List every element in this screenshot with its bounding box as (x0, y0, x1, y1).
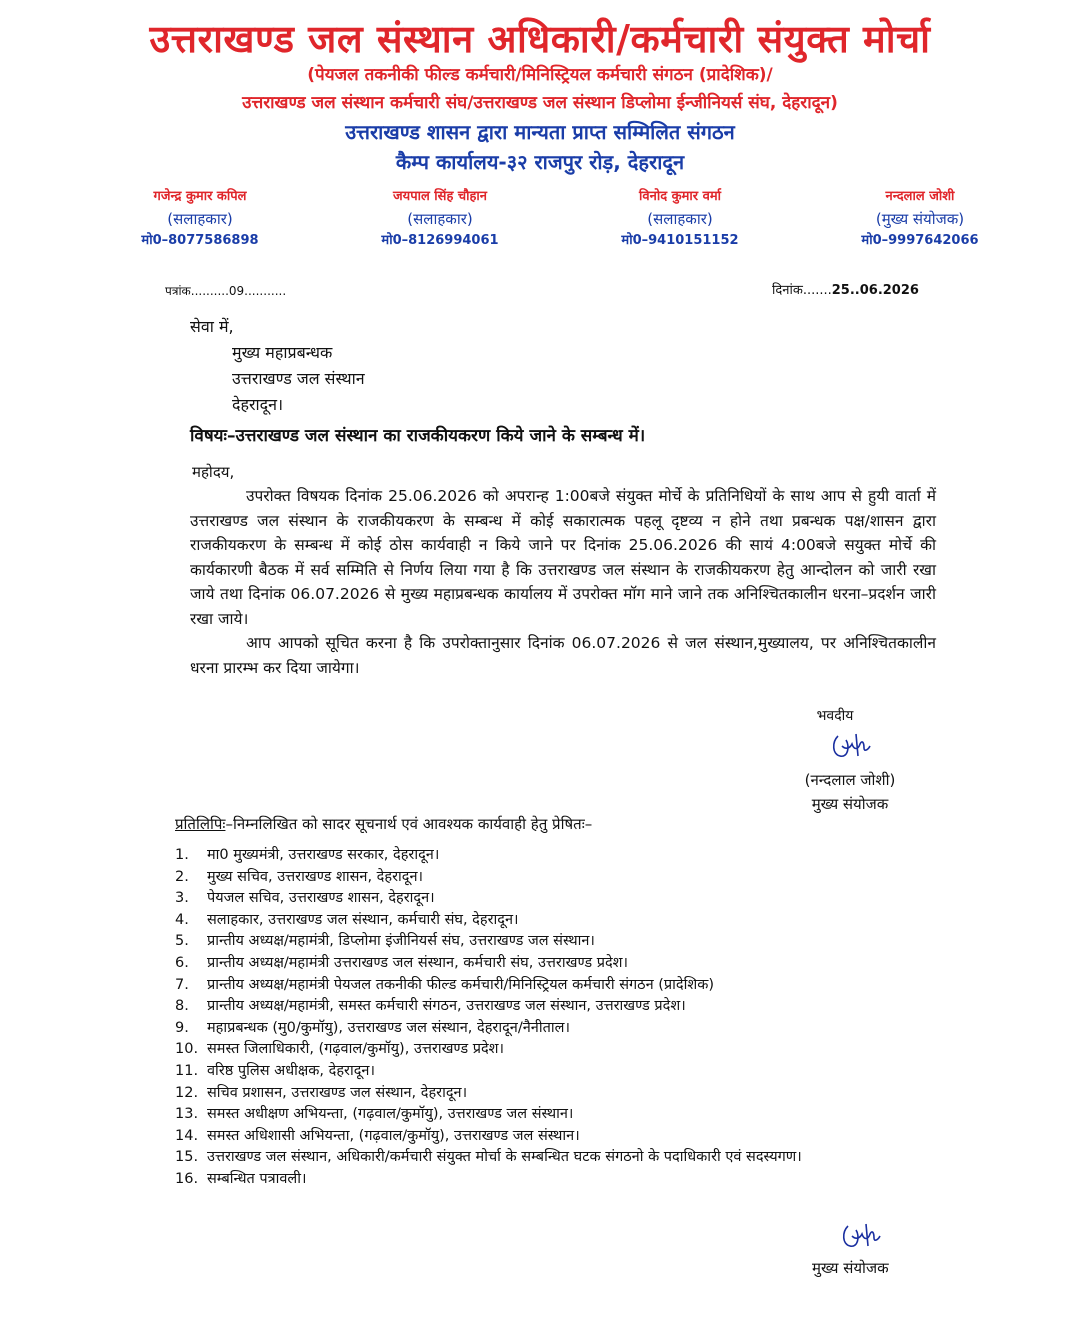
advisor-name: गजेन्द्र कुमार कपिल (153, 189, 247, 204)
advisor-name: नन्दलाल जोशी (885, 189, 955, 204)
item-number: 16. (175, 1170, 199, 1187)
list-item (175, 1083, 955, 1105)
recipient-line: उत्तराखण्ड जल संस्थान (232, 369, 365, 388)
list-item (175, 1061, 955, 1083)
item-text: प्रान्तीय अध्यक्ष/महामंत्री, डिप्लोमा इंजीनियर्स संघ, उत्तराखण्ड जल संस्थान। (207, 933, 595, 950)
item-number: 15. (175, 1149, 199, 1166)
list-item (175, 1147, 955, 1169)
copy-to-list (175, 845, 955, 1191)
letter-body (190, 484, 936, 680)
letter-subject: विषयः–उत्तराखण्ड जल संस्थान का राजकीयकरण किये जाने के सम्बन्ध में। (190, 426, 646, 446)
list-item (175, 1039, 955, 1061)
body-paragraph: उपरोक्त विषयक दिनांक 25.06.2026 को अपरान्ह 1:00बजे संयुक्त मोर्चे के प्रतिनिधियों के साथ आप से हुयी वार्ता में उत्तराखण्ड जल संस्थान के राजकीयकरण के सम्बन्ध में कोई सकारात्मक पहलू दृष्टव्य न होने तथा प्रबन्धक पक्ष/शासन द्वारा राजकीयकरण के सम्बन्ध में कोई ठोस कार्यवाही न किये जाने पर दिनांक 25.06.2026 की सायं 4:00बजे सयुक्त मोर्चे की कार्यकारणी बैठक में सर्व सम्मिति से निर्णय लिया गया है कि उत्तराखण्ड जल संस्थान के राजकीयकरण हेतु आन्दोलन को जारी रखा जाये तथा दिनांक 06.07.2026 से मुख्य महाप्रबन्धक कार्यालय में उपरोक्त मॉग माने जाने तक अनिश्चितकालीन धरना–प्रदर्शन जारी रखा जाये। (190, 487, 936, 628)
body-paragraph: आप आपको सूचित करना है कि उपरोक्तानुसार दिनांक 06.07.2026 से जल संस्थान,मुख्यालय, पर अनिश्चितकालीन धरना प्रारम्भ कर दिया जायेगा। (190, 634, 936, 677)
header-line-1: (पेयजल तकनीकी फील्ड कर्मचारी/मिनिस्ट्रियल कर्मचारी संगठन (प्रादेशिक)/ (307, 65, 773, 85)
list-item (175, 996, 955, 1018)
item-text: समस्त अधीक्षण अभियन्ता, (गढ़वाल/कुमॉयु), उत्तराखण्ड जल संस्थान। (207, 1106, 574, 1123)
advisor-4 (815, 186, 1025, 252)
letter-closing: भवदीय (816, 708, 854, 724)
list-item (175, 1169, 955, 1191)
item-number: 9. (175, 1019, 189, 1036)
item-number: 4. (175, 911, 189, 928)
organization-title: उत्तराखण्ड जल संस्थान अधिकारी/कर्मचारी संयुक्त मोर्चा (149, 17, 931, 61)
list-item (175, 867, 955, 889)
item-number: 6. (175, 954, 189, 971)
advisor-role: (सलाहकार) (167, 210, 233, 228)
recipient-line: देहरादून। (232, 395, 284, 414)
item-text: सलाहकार, उत्तराखण्ड जल संस्थान, कर्मचारी संघ, देहरादून। (207, 911, 519, 928)
advisor-role: (मुख्य संयोजक) (875, 210, 965, 228)
advisor-2 (335, 186, 545, 252)
advisor-phone: मो0–8077586898 (141, 233, 259, 248)
list-item (175, 931, 955, 953)
item-text: प्रान्तीय अध्यक्ष/महामंत्री पेयजल तकनीकी फील्ड कर्मचारी/मिनिस्ट्रियल कर्मचारी संगठन (प्रादेशिक) (207, 976, 715, 993)
item-text: पेयजल सचिव, उत्तराखण्ड शासन, देहरादून। (207, 890, 435, 907)
item-number: 13. (175, 1106, 199, 1123)
item-text: महाप्रबन्धक (मु0/कुमॉयु), उत्तराखण्ड जल संस्थान, देहरादून/नैनीताल। (207, 1019, 570, 1036)
advisor-phone: मो0–9997642066 (861, 233, 979, 248)
advisor-phone: मो0–8126994061 (381, 233, 499, 248)
advisor-list (95, 186, 1025, 252)
header-address: कैम्प कार्यालय-३२ राजपुर रोड़, देहरादून (395, 150, 685, 174)
signer-block (790, 768, 910, 816)
header-line-3: उत्तराखण्ड शासन द्वारा मान्यता प्राप्त सम्मिलित संगठन (345, 120, 735, 144)
reference-number: पत्रांक..........09........... (165, 284, 287, 298)
advisor-name: जयपाल सिंह चौहान (393, 189, 487, 204)
item-text: प्रान्तीय अध्यक्ष/महामंत्री, समस्त कर्मचारी संगठन, उत्तराखण्ड जल संस्थान, उत्तराखण्ड प्रदेश। (207, 998, 686, 1015)
item-text: मा0 मुख्यमंत्री, उत्तराखण्ड सरकार, देहरादून। (207, 847, 440, 863)
copy-to-text: –निम्नलिखित को सादर सूचनार्थ एवं आवश्यक कार्यवाही हेतु प्रेषितः– (225, 815, 593, 833)
signature-image (838, 1218, 884, 1252)
advisor-3 (575, 186, 785, 252)
item-text: उत्तराखण्ड जल संस्थान, अधिकारी/कर्मचारी संयुक्त मोर्चा के सम्बन्धित घटक संगठनो के पदाधिकारी एवं सदस्यगण। (207, 1149, 802, 1166)
advisor-phone: मो0–9410151152 (621, 233, 739, 248)
item-number: 3. (175, 890, 189, 907)
letter-date (772, 280, 919, 298)
list-item (175, 910, 955, 932)
copy-to-label: प्रतिलिपिः (175, 815, 226, 833)
item-number: 14. (175, 1127, 199, 1144)
item-number: 2. (175, 868, 189, 885)
date-value: 25..06.2026 (831, 283, 919, 298)
signature-image (828, 728, 874, 762)
item-number: 12. (175, 1084, 199, 1101)
advisor-role: (सलाहकार) (647, 210, 713, 228)
header-line-2: उत्तराखण्ड जल संस्थान कर्मचारी संघ/उत्तराखण्ड जल संस्थान डिप्लोमा ईन्जीनियर्स संघ, देहरादून) (242, 93, 838, 113)
list-item (175, 888, 955, 910)
recipient-line: मुख्य महाप्रबन्धक (232, 343, 333, 362)
list-item (175, 953, 955, 975)
signer-role: मुख्य संयोजक (811, 795, 889, 813)
advisor-role: (सलाहकार) (407, 210, 473, 228)
list-item (175, 845, 955, 867)
item-text: सचिव प्रशासन, उत्तराखण्ड जल संस्थान, देहरादून। (207, 1084, 468, 1101)
recipient-address (190, 314, 365, 418)
item-text: समस्त अधिशासी अभियन्ता, (गढ़वाल/कुमॉयु), उत्तराखण्ड जल संस्थान। (207, 1127, 580, 1144)
item-number: 5. (175, 933, 189, 950)
list-item (175, 1018, 955, 1040)
recipient-salutation: सेवा में, (190, 317, 234, 336)
list-item (175, 975, 955, 997)
copy-to-heading (175, 814, 592, 834)
list-item (175, 1104, 955, 1126)
list-item (175, 1126, 955, 1148)
signer-name: (नन्दलाल जोशी) (804, 771, 896, 789)
item-number: 7. (175, 976, 189, 993)
item-number: 8. (175, 998, 189, 1015)
item-text: समस्त जिलाधिकारी, (गढ़वाल/कुमॉयु), उत्तराखण्ड प्रदेश। (207, 1041, 504, 1058)
date-label: दिनांक....... (772, 283, 832, 298)
item-number: 11. (175, 1062, 199, 1079)
item-text: मुख्य सचिव, उत्तराखण्ड शासन, देहरादून। (207, 868, 423, 885)
letter-salutation: महोदय, (192, 463, 235, 481)
item-text: वरिष्ठ पुलिस अधीक्षक, देहरादून। (207, 1062, 375, 1079)
item-text: सम्बन्धित पत्रावली। (207, 1170, 307, 1187)
item-number: 1. (175, 847, 189, 863)
item-number: 10. (175, 1041, 199, 1058)
advisor-1 (95, 186, 305, 252)
footer-signer-role: मुख्य संयोजक (812, 1259, 889, 1277)
item-text: प्रान्तीय अध्यक्ष/महामंत्री उत्तराखण्ड जल संस्थान, कर्मचारी संघ, उत्तराखण्ड प्रदेश। (207, 954, 629, 971)
advisor-name: विनोद कुमार वर्मा (639, 189, 721, 204)
